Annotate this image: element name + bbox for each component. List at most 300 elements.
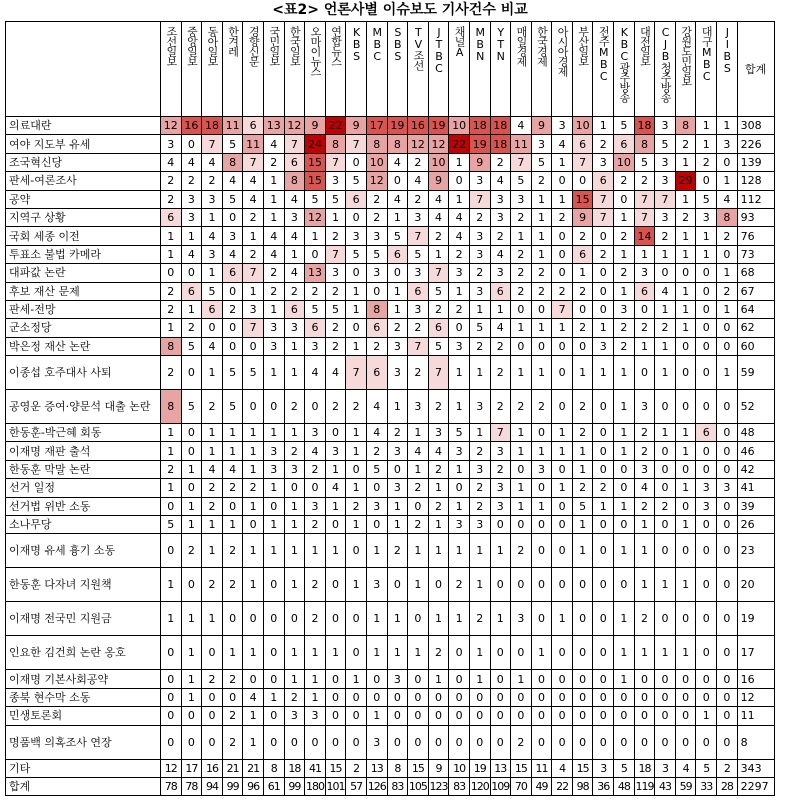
value-cell: 0 (202, 707, 223, 725)
value-cell: 123 (428, 777, 449, 795)
value-cell: 8 (263, 759, 284, 777)
value-cell: 1 (634, 245, 655, 263)
row-total: 23 (737, 534, 774, 568)
value-cell: 1 (263, 534, 284, 568)
value-cell: 2 (593, 245, 614, 263)
row-label: 이재명 유세 흉기 소동 (6, 534, 161, 568)
row-total: 93 (737, 208, 774, 226)
value-cell: 1 (346, 282, 367, 300)
value-cell: 36 (593, 777, 614, 795)
row-label: 선거법 위반 소동 (6, 497, 161, 515)
value-cell: 2 (408, 319, 429, 337)
value-cell: 4 (490, 319, 511, 337)
value-cell: 1 (408, 568, 429, 602)
value-cell: 0 (696, 460, 717, 478)
value-cell: 3 (469, 460, 490, 478)
value-cell: 0 (614, 568, 635, 602)
column-header (263, 22, 284, 117)
value-cell: 1 (655, 300, 676, 318)
value-cell: 0 (387, 172, 408, 190)
value-cell: 0 (675, 534, 696, 568)
value-cell: 0 (531, 300, 552, 318)
value-cell: 0 (531, 424, 552, 442)
value-cell: 5 (325, 300, 346, 318)
value-cell: 3 (655, 208, 676, 226)
value-cell: 0 (552, 245, 573, 263)
value-cell: 0 (593, 264, 614, 282)
value-cell: 2 (469, 602, 490, 636)
column-header-label: 한국경제 (535, 26, 549, 66)
value-cell: 2 (469, 497, 490, 515)
value-cell: 1 (531, 190, 552, 208)
table-row (6, 190, 775, 208)
column-header-label: 매일경제 (514, 26, 528, 66)
value-cell: 0 (696, 172, 717, 190)
row-total: 39 (737, 497, 774, 515)
column-header (696, 22, 717, 117)
value-cell: 0 (552, 516, 573, 534)
value-cell: 0 (346, 460, 367, 478)
value-cell: 1 (305, 670, 326, 688)
column-header-label: 채널A (453, 26, 467, 58)
value-cell: 2 (634, 172, 655, 190)
table-row (6, 390, 775, 424)
value-cell: 1 (511, 356, 532, 390)
value-cell: 1 (593, 117, 614, 135)
value-cell: 3 (717, 135, 738, 153)
value-cell: 12 (428, 135, 449, 153)
value-cell: 16 (202, 759, 223, 777)
value-cell: 5 (161, 516, 182, 534)
value-cell: 2 (572, 479, 593, 497)
value-cell: 0 (614, 707, 635, 725)
value-cell: 15 (408, 759, 429, 777)
value-cell: 3 (387, 479, 408, 497)
value-cell: 1 (387, 282, 408, 300)
column-header-label: 국민일보 (267, 26, 281, 66)
value-cell: 1 (161, 602, 182, 636)
header-corner (6, 22, 161, 117)
value-cell: 6 (181, 282, 202, 300)
value-cell: 7 (572, 153, 593, 171)
value-cell: 1 (490, 300, 511, 318)
value-cell: 1 (263, 516, 284, 534)
column-header (614, 22, 635, 117)
value-cell: 0 (490, 516, 511, 534)
value-cell: 0 (675, 390, 696, 424)
value-cell: 1 (202, 516, 223, 534)
value-cell: 0 (572, 300, 593, 318)
value-cell: 2 (408, 356, 429, 390)
value-cell: 8 (366, 300, 387, 318)
value-cell: 3 (696, 479, 717, 497)
table-row (6, 424, 775, 442)
value-cell: 0 (552, 264, 573, 282)
value-cell: 7 (284, 135, 305, 153)
value-cell: 3 (284, 208, 305, 226)
value-cell: 3 (531, 135, 552, 153)
value-cell: 6 (593, 172, 614, 190)
value-cell: 94 (202, 777, 223, 795)
value-cell: 1 (675, 568, 696, 602)
value-cell: 4 (408, 442, 429, 460)
value-cell: 4 (284, 190, 305, 208)
column-header-label: YTN (494, 26, 508, 62)
value-cell: 0 (717, 424, 738, 442)
value-cell: 0 (161, 707, 182, 725)
value-cell: 0 (305, 725, 326, 759)
value-cell: 0 (161, 725, 182, 759)
value-cell: 3 (387, 670, 408, 688)
value-cell: 0 (696, 442, 717, 460)
value-cell: 0 (346, 602, 367, 636)
row-total: 42 (737, 460, 774, 478)
value-cell: 0 (387, 707, 408, 725)
value-cell: 0 (263, 725, 284, 759)
value-cell: 0 (696, 516, 717, 534)
value-cell: 0 (572, 707, 593, 725)
table-row (6, 208, 775, 226)
value-cell: 2 (634, 497, 655, 515)
value-cell: 0 (717, 337, 738, 355)
value-cell: 0 (655, 688, 676, 706)
value-cell: 5 (634, 153, 655, 171)
value-cell: 4 (202, 227, 223, 245)
value-cell: 2 (222, 300, 243, 318)
table-row (6, 117, 775, 135)
value-cell: 3 (593, 337, 614, 355)
value-cell: 2 (531, 172, 552, 190)
value-cell: 0 (181, 442, 202, 460)
value-cell: 7 (428, 264, 449, 282)
value-cell: 1 (202, 264, 223, 282)
value-cell: 10 (449, 759, 470, 777)
value-cell: 5 (449, 424, 470, 442)
value-cell: 2 (449, 568, 470, 602)
value-cell: 11 (243, 135, 264, 153)
value-cell: 0 (572, 670, 593, 688)
value-cell: 1 (449, 460, 470, 478)
value-cell: 1 (346, 300, 367, 318)
value-cell: 1 (469, 568, 490, 602)
value-cell: 2 (552, 208, 573, 226)
value-cell: 4 (325, 479, 346, 497)
value-cell: 1 (531, 245, 552, 263)
value-cell: 0 (717, 319, 738, 337)
value-cell: 6 (572, 245, 593, 263)
value-cell: 3 (325, 442, 346, 460)
value-cell: 16 (408, 117, 429, 135)
value-cell: 1 (696, 707, 717, 725)
value-cell: 0 (408, 670, 429, 688)
row-label: 공약 (6, 190, 161, 208)
value-cell: 2 (655, 319, 676, 337)
value-cell: 3 (490, 264, 511, 282)
row-label: 한동훈 다자녀 지원책 (6, 568, 161, 602)
value-cell: 41 (305, 759, 326, 777)
table-row (6, 688, 775, 706)
value-cell: 1 (469, 670, 490, 688)
value-cell: 0 (161, 636, 182, 670)
value-cell: 3 (428, 424, 449, 442)
value-cell: 2 (511, 208, 532, 226)
value-cell: 4 (675, 759, 696, 777)
value-cell: 0 (552, 460, 573, 478)
row-label: 선거 일정 (6, 479, 161, 497)
value-cell: 2 (572, 390, 593, 424)
value-cell: 2 (161, 172, 182, 190)
value-cell: 0 (222, 688, 243, 706)
row-label: 한동훈-박근혜 회동 (6, 424, 161, 442)
value-cell: 3 (469, 245, 490, 263)
row-total: 59 (737, 356, 774, 390)
value-cell: 1 (593, 497, 614, 515)
value-cell: 1 (202, 424, 223, 442)
table-row (6, 282, 775, 300)
value-cell: 0 (346, 264, 367, 282)
value-cell: 0 (469, 725, 490, 759)
value-cell: 0 (511, 516, 532, 534)
value-cell: 0 (449, 479, 470, 497)
row-label: 이재명 기본사회공약 (6, 670, 161, 688)
value-cell: 0 (531, 479, 552, 497)
value-cell: 5 (531, 153, 552, 171)
value-cell: 1 (572, 356, 593, 390)
value-cell: 1 (181, 516, 202, 534)
value-cell: 0 (387, 688, 408, 706)
value-cell: 4 (161, 153, 182, 171)
value-cell: 2 (428, 390, 449, 424)
table-row (6, 319, 775, 337)
value-cell: 0 (346, 153, 367, 171)
row-total: 26 (737, 516, 774, 534)
value-cell: 13 (490, 759, 511, 777)
value-cell: 18 (490, 117, 511, 135)
column-header (511, 22, 532, 117)
value-cell: 2 (161, 190, 182, 208)
column-header-label: 중앙일보 (185, 26, 199, 66)
value-cell: 4 (552, 135, 573, 153)
value-cell: 4 (366, 390, 387, 424)
value-cell: 0 (346, 707, 367, 725)
value-cell: 0 (552, 568, 573, 602)
value-cell: 1 (202, 356, 223, 390)
value-cell: 2 (511, 534, 532, 568)
value-cell: 1 (655, 636, 676, 670)
value-cell: 120 (469, 777, 490, 795)
value-cell: 0 (696, 688, 717, 706)
value-cell: 0 (408, 497, 429, 515)
value-cell: 24 (305, 135, 326, 153)
value-cell: 12 (284, 117, 305, 135)
value-cell: 2 (408, 479, 429, 497)
value-cell: 83 (387, 777, 408, 795)
value-cell: 0 (614, 725, 635, 759)
value-cell: 3 (387, 356, 408, 390)
value-cell: 8 (161, 390, 182, 424)
value-cell: 2 (717, 227, 738, 245)
value-cell: 0 (593, 442, 614, 460)
value-cell: 2 (490, 153, 511, 171)
value-cell: 6 (490, 282, 511, 300)
value-cell: 0 (655, 516, 676, 534)
value-cell: 0 (593, 390, 614, 424)
value-cell: 2 (408, 516, 429, 534)
table-row (6, 300, 775, 318)
value-cell: 0 (717, 534, 738, 568)
value-cell: 4 (243, 688, 264, 706)
row-total: 62 (737, 319, 774, 337)
value-cell: 0 (222, 337, 243, 355)
value-cell: 10 (572, 117, 593, 135)
value-cell: 3 (366, 264, 387, 282)
value-cell: 1 (305, 636, 326, 670)
value-cell: 3 (469, 172, 490, 190)
row-label: 조국혁신당 (6, 153, 161, 171)
value-cell: 2 (449, 245, 470, 263)
value-cell: 2 (428, 636, 449, 670)
value-cell: 0 (161, 497, 182, 515)
column-header (469, 22, 490, 117)
value-cell: 7 (552, 300, 573, 318)
value-cell: 19 (387, 117, 408, 135)
value-cell: 4 (634, 479, 655, 497)
column-header-label: 전주MBC (597, 26, 611, 82)
value-cell: 2 (655, 497, 676, 515)
value-cell: 3 (490, 208, 511, 226)
value-cell: 0 (469, 707, 490, 725)
value-cell: 0 (387, 725, 408, 759)
value-cell: 0 (634, 725, 655, 759)
value-cell: 0 (552, 356, 573, 390)
value-cell: 18 (634, 117, 655, 135)
value-cell: 0 (284, 725, 305, 759)
row-label: 민생토론회 (6, 707, 161, 725)
value-cell: 2 (634, 424, 655, 442)
value-cell: 5 (572, 497, 593, 515)
table-row (6, 670, 775, 688)
value-cell: 2 (161, 300, 182, 318)
value-cell: 0 (325, 516, 346, 534)
row-label: 지역구 상황 (6, 208, 161, 226)
value-cell: 5 (305, 190, 326, 208)
value-cell: 0 (181, 707, 202, 725)
value-cell: 2 (552, 282, 573, 300)
value-cell: 2 (222, 725, 243, 759)
value-cell: 0 (614, 190, 635, 208)
value-cell: 2 (325, 282, 346, 300)
value-cell: 1 (696, 135, 717, 153)
header-row (6, 22, 775, 117)
row-label: 기타 (6, 759, 161, 777)
value-cell: 0 (593, 670, 614, 688)
value-cell: 1 (366, 636, 387, 670)
value-cell: 1 (469, 300, 490, 318)
value-cell: 1 (614, 602, 635, 636)
value-cell: 3 (655, 117, 676, 135)
value-cell: 4 (325, 356, 346, 390)
value-cell: 0 (717, 390, 738, 424)
value-cell: 0 (161, 670, 182, 688)
value-cell: 1 (634, 516, 655, 534)
table-row (6, 245, 775, 263)
value-cell: 3 (449, 264, 470, 282)
value-cell: 1 (531, 497, 552, 515)
value-cell: 0 (449, 688, 470, 706)
value-cell: 3 (634, 264, 655, 282)
row-total: 308 (737, 117, 774, 135)
value-cell: 96 (243, 777, 264, 795)
value-cell: 3 (552, 117, 573, 135)
value-cell: 1 (181, 300, 202, 318)
value-cell: 8 (222, 153, 243, 171)
value-cell: 1 (263, 300, 284, 318)
value-cell: 2 (490, 227, 511, 245)
value-cell: 3 (284, 460, 305, 478)
value-cell: 2 (366, 442, 387, 460)
value-cell: 2 (572, 319, 593, 337)
value-cell: 2 (490, 390, 511, 424)
value-cell: 2 (511, 264, 532, 282)
value-cell: 0 (552, 636, 573, 670)
value-cell: 1 (449, 356, 470, 390)
value-cell: 7 (634, 208, 655, 226)
row-label: 명품백 의혹조사 연장 (6, 725, 161, 759)
value-cell: 13 (305, 264, 326, 282)
value-cell: 0 (490, 725, 511, 759)
value-cell: 14 (634, 227, 655, 245)
value-cell: 0 (346, 208, 367, 226)
value-cell: 0 (325, 707, 346, 725)
value-cell: 0 (717, 153, 738, 171)
value-cell: 3 (305, 337, 326, 355)
value-cell: 5 (222, 135, 243, 153)
value-cell: 3 (490, 190, 511, 208)
value-cell: 0 (263, 390, 284, 424)
column-header-label: JIBS (720, 26, 734, 74)
value-cell: 1 (243, 497, 264, 515)
value-cell: 1 (408, 636, 429, 670)
value-cell: 4 (305, 442, 326, 460)
value-cell: 3 (696, 208, 717, 226)
value-cell: 7 (243, 153, 264, 171)
value-cell: 2 (469, 479, 490, 497)
column-header-label: 조선일보 (164, 26, 178, 66)
value-cell: 0 (552, 670, 573, 688)
value-cell: 0 (572, 602, 593, 636)
value-cell: 4 (449, 227, 470, 245)
value-cell: 1 (243, 707, 264, 725)
row-label: 종북 현수막 소동 (6, 688, 161, 706)
value-cell: 1 (181, 227, 202, 245)
value-cell: 0 (263, 602, 284, 636)
value-cell: 1 (552, 153, 573, 171)
value-cell: 2 (243, 479, 264, 497)
column-header (346, 22, 367, 117)
value-cell: 0 (469, 688, 490, 706)
value-cell: 0 (305, 390, 326, 424)
column-header-label: 경향신문 (247, 26, 261, 66)
value-cell: 1 (243, 568, 264, 602)
row-total: 343 (737, 759, 774, 777)
row-label: 의료대란 (6, 117, 161, 135)
value-cell: 5 (428, 282, 449, 300)
value-cell: 2 (284, 442, 305, 460)
value-cell: 1 (511, 424, 532, 442)
table-row (6, 264, 775, 282)
value-cell: 11 (531, 759, 552, 777)
value-cell: 3 (325, 172, 346, 190)
